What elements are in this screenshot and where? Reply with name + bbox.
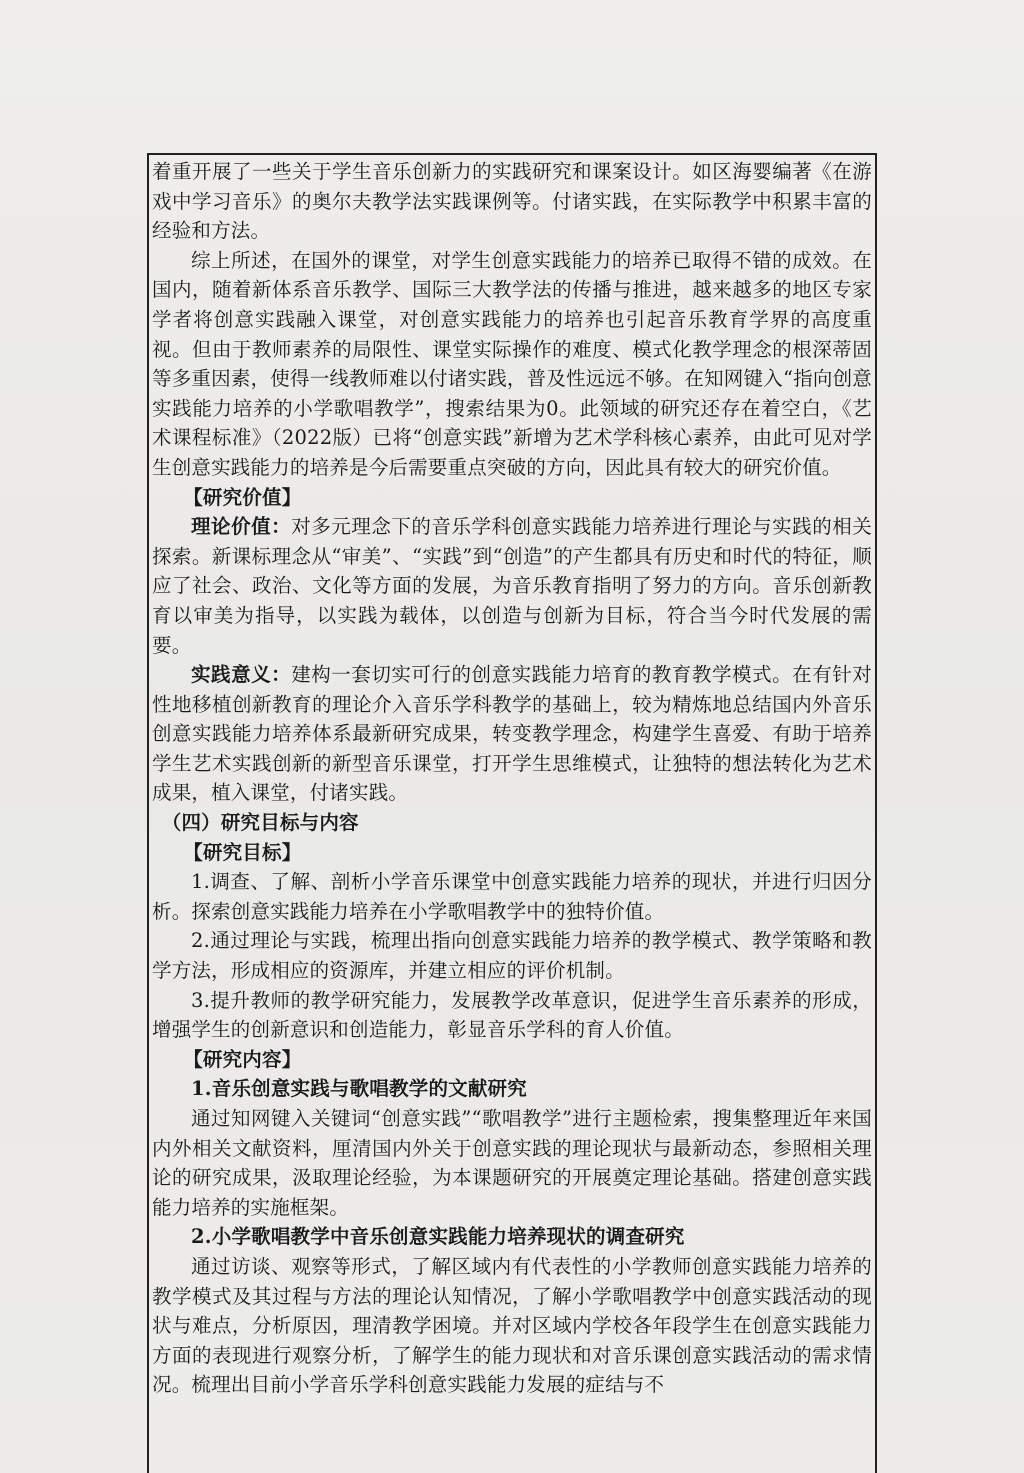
goal-item: 1.调查、了解、剖析小学音乐课堂中创意实践能力培养的现状，并进行归因分析。探索创意实践能力培养在小学歌唱教学中的独特价值。: [152, 870, 872, 923]
label-theory-value: 理论价值：: [191, 515, 292, 539]
paragraph: 通过知网键入关键词“创意实践”“歌唱教学”进行主题检索，搜集整理近年来国内外相关文献资料，厘清国内外关于创意实践的理论现状与最新动态，参照相关理论的研究成果，汲取理论经验，为本课题研究的开展奠定理论基础。搭建创意实践能力培养的实施框架。: [152, 1107, 872, 1219]
paragraph: 通过访谈、观察等形式，了解区域内有代表性的小学教师创意实践能力培养的教学模式及其过程与方法的理论认知情况，了解小学歌唱教学中创意实践活动的现状与难点，分析原因，理清教学困境。并对区域内学校各年段学生在创意实践能力方面的表现进行观察分析，了解学生的能力现状和对音乐课创意实践活动的需求情况。梳理出目前小学音乐学科创意实践能力发展的症结与不: [152, 1254, 872, 1397]
document-body: [152, 157, 872, 1400]
section-heading-goals-content: （四）研究目标与内容: [161, 811, 359, 835]
content-heading-literature: 1.音乐创意实践与歌唱教学的文献研究: [191, 1077, 527, 1101]
content-heading-survey: 2.小学歌唱教学中音乐创意实践能力培养现状的调查研究: [191, 1225, 685, 1249]
subheading-research-goals: 【研究目标】: [183, 840, 302, 864]
goal-item: 3.提升教师的教学研究能力，发展教学改革意识，促进学生音乐素养的形成，增强学生的创新意识和创造能力，彰显音乐学科的育人价值。: [152, 988, 872, 1042]
paragraph: 综上所述，在国外的课堂，对学生创意实践能力的培养已取得不错的成效。在国内，随着新体系音乐教学、国际三大教学法的传播与推进，越来越多的地区专家学者将创意实践融入课堂，对创意实践能力的培养也引起音乐教育学界的高度重视。但由于教师素养的局限性、课堂实际操作的难度、模式化教学理念的根深蒂固等多重因素，使得一线教师难以付诸实践，普及性远远不够。在知网键入“指向创意实践能力培养的小学歌唱教学”，搜索结果为0。此领域的研究还存在着空白，《艺术课程标准》（2022版）已将“创意实践”新增为艺术学科核心素养，由此可见对学生创意实践能力的培养是今后需要重点突破的方向，因此具有较大的研究价值。: [152, 248, 872, 479]
subheading-research-content: 【研究内容】: [183, 1047, 302, 1071]
theory-value-text: 对多元理念下的音乐学科创意实践能力培养进行理论与实践的相关探索。新课标理念从“审美”、“实践”到“创造”的产生都具有历史和时代的特征，顺应了社会、政治、文化等方面的发展，为音乐教育指明了努力的方向。音乐创新教育以审美为指导，以实践为载体，以创造与创新为目标，符合当今时代发展的需要。: [152, 515, 872, 657]
label-practice-meaning: 实践意义：: [191, 663, 292, 687]
goal-item: 2.通过理论与实践，梳理出指向创意实践能力培养的教学模式、教学策略和教学方法，形成相应的资源库，并建立相应的评价机制。: [152, 929, 872, 983]
paragraph-theory-value: [152, 512, 872, 660]
practice-meaning-text: 建构一套切实可行的创意实践能力培育的教育教学模式。在有针对性地移植创新教育的理论介入音乐学科教学的基础上，较为精炼地总结国内外音乐创意实践能力培养体系最新研究成果，转变教学理念，构建学生喜爱、有助于培养学生艺术实践创新的新型音乐课堂，打开学生思维模式，让独特的想法转化为艺术成果，植入课堂，付诸实践。: [152, 663, 872, 805]
subheading-research-value: 【研究价值】: [183, 485, 302, 509]
paragraph-practice-meaning: [152, 660, 872, 808]
paragraph: 着重开展了一些关于学生音乐创新力的实践研究和课案设计。如区海婴编著《在游戏中学习音乐》的奥尔夫教学法实践课例等。付诸实践，在实际教学中积累丰富的经验和方法。: [152, 160, 872, 243]
